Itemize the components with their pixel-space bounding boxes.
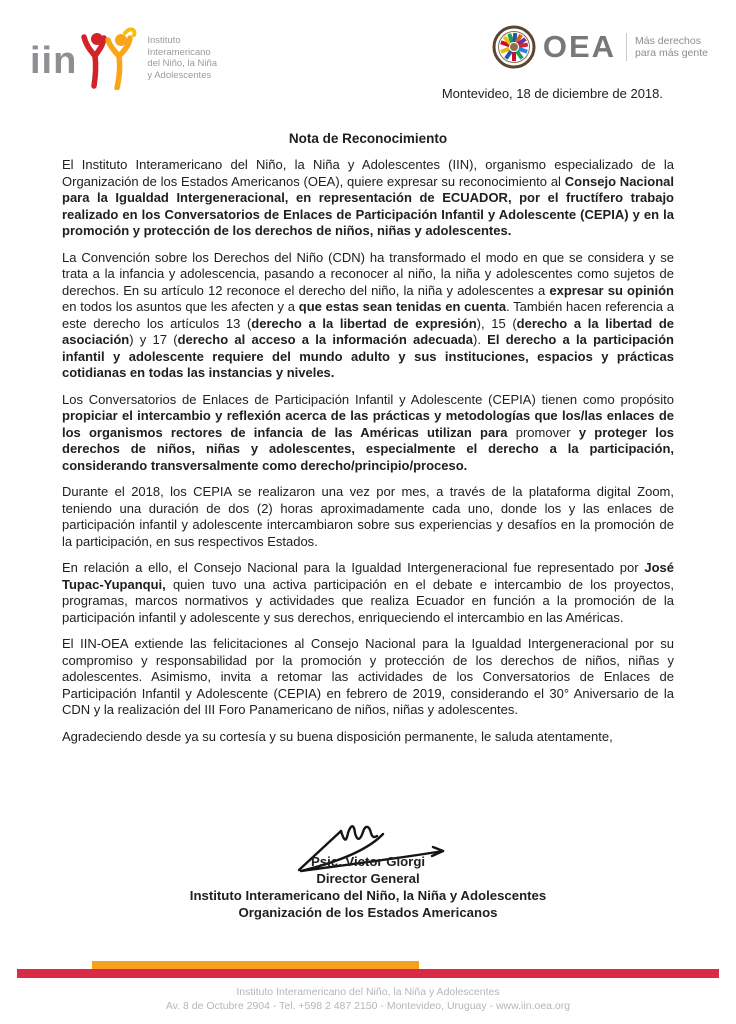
iin-logo — [30, 26, 217, 90]
signature-block — [0, 853, 736, 921]
iin-figure-orange-head — [115, 34, 127, 46]
iin-figure-red-head — [91, 33, 103, 45]
footer — [0, 986, 736, 1013]
oea-logo — [491, 24, 708, 70]
footer-red-bar — [17, 969, 719, 978]
header — [0, 18, 736, 88]
signatory-name: Psic. Victor Giorgi — [310, 854, 426, 869]
paragraph: El IIN-OEA extiende las felicitaciones al Consejo Nacional para la Igualdad Intergeneracional por su compromiso y responsabilidad por la promoción y protección de los derechos de niños, niñas y adolescentes. Asimismo, invita a retomar las actividades de los Conversatorios de Enlaces de Participación Infantil y Adolescente (CEPIA) en febrero de 2019, considerando el 30° Aniversario de la CDN y la realización del III Foro Panamericano de niños, niñas y adolescentes. — [62, 636, 674, 717]
iin-wordmark: iin — [30, 40, 78, 82]
paragraph: Los Conversatorios de Enlaces de Participación Infantil y Adolescente (CEPIA) tienen como propósito propiciar el intercambio y reflexión acerca de las prácticas y metodologías que los/las enlaces de los organismos rectores de infancia de las Américas utilizan para promover y proteger los derechos de niños, niñas y adolescentes, especialmente el derecho a la participación, considerando transversalmente como derecho/principio/proceso. — [62, 391, 674, 473]
footer-address-line: Av. 8 de Octubre 2904 - Tel. +598 2 487 2150 - Montevideo, Uruguay - www.iin.oea.org — [165, 999, 571, 1012]
signatory-org-line1: Instituto Interamericano del Niño, la Niña y Adolescentes — [189, 888, 547, 903]
oea-logo-divider — [626, 33, 627, 61]
iin-figures-icon — [79, 26, 137, 90]
oea-tagline-line: Más derechos — [635, 35, 701, 47]
signatory-org-line2: Organización de los Estados Americanos — [238, 905, 498, 920]
oea-tagline — [635, 35, 708, 59]
footer-org-line: Instituto Interamericano del Niño, la Niña y Adolescentes — [236, 986, 500, 998]
date-line: Montevideo, 18 de diciembre de 2018. — [441, 86, 663, 101]
iin-logo-text-line: Interamericano — [147, 46, 211, 58]
paragraph: El Instituto Interamericano del Niño, la Niña y Adolescentes (IIN), organismo especializado de la Organización de los Estados Americanos (OEA), quiere expresar su reconocimiento al Consejo Nacional para la Igualdad Intergeneracional, en representación de ECUADOR, por el fructífero trabajo realizado en los Conversatorios de Enlaces de Participación Infantil y Adolescente (CEPIA) y en la promoción y protección de los derechos de niños, niñas y adolescentes. — [62, 157, 674, 238]
paragraph: La Convención sobre los Derechos del Niño (CDN) ha transformado el modo en que se considera y se trata a la infancia y adolescencia, pasando a reconocer al niño, la niña y adolescentes como sujetos de derechos. En su artículo 12 reconoce el derecho del niño, la niña y adolescentes a expresar su opinión en todos los asuntos que les afecten y a que estas sean tenidas en cuenta. También hacen referencia a este derecho los artículos 13 (derecho a la libertad de expresión), 15 (derecho a la libertad de asociación) y 17 (derecho al acceso a la información adecuada). El derecho a la participación infantil y adolescente requiere del mundo adulto y sus instituciones, espacios y prácticas cotidianas en todas las instancias y niveles. — [62, 249, 674, 380]
signatory-role: Director General — [316, 871, 420, 886]
iin-logo-text-line: y Adolescentes — [147, 69, 212, 81]
letter-body — [62, 157, 674, 755]
oea-acronym: OEA — [542, 29, 617, 64]
oea-tagline-line: para más gente — [635, 47, 708, 59]
letter-title: Nota de Reconocimiento — [288, 131, 448, 146]
paragraph: Durante el 2018, los CEPIA se realizaron una vez por mes, a través de la plataforma digital Zoom, teniendo una duración de dos (2) horas aproximadamente cada uno, donde los y las enlaces de participación infantil y adolescente intercambiaron sobre sus experiencias y desafíos en la promoción de la participación, en sus respectivos Estados. — [62, 484, 674, 549]
iin-logo-text-line: Instituto — [147, 35, 181, 46]
paragraph: Agradeciendo desde ya su cortesía y su buena disposición permanente, le saluda atentamente, — [62, 728, 613, 744]
iin-logo-text — [147, 35, 217, 81]
paragraph: En relación a ello, el Consejo Nacional para la Igualdad Intergeneracional fue representado por José Tupac-Yupanqui, quien tuvo una activa participación en el debate e intercambio de los proyectos, programas, marcos normativos y actividades que realiza Ecuador en función a la promoción de la participación infantil y adolescente y sus derechos, enriqueciendo el intercambio en las Américas. — [62, 560, 674, 625]
iin-logo-text-line: del Niño, la Niña — [147, 58, 218, 69]
oea-seal-icon — [491, 24, 537, 70]
